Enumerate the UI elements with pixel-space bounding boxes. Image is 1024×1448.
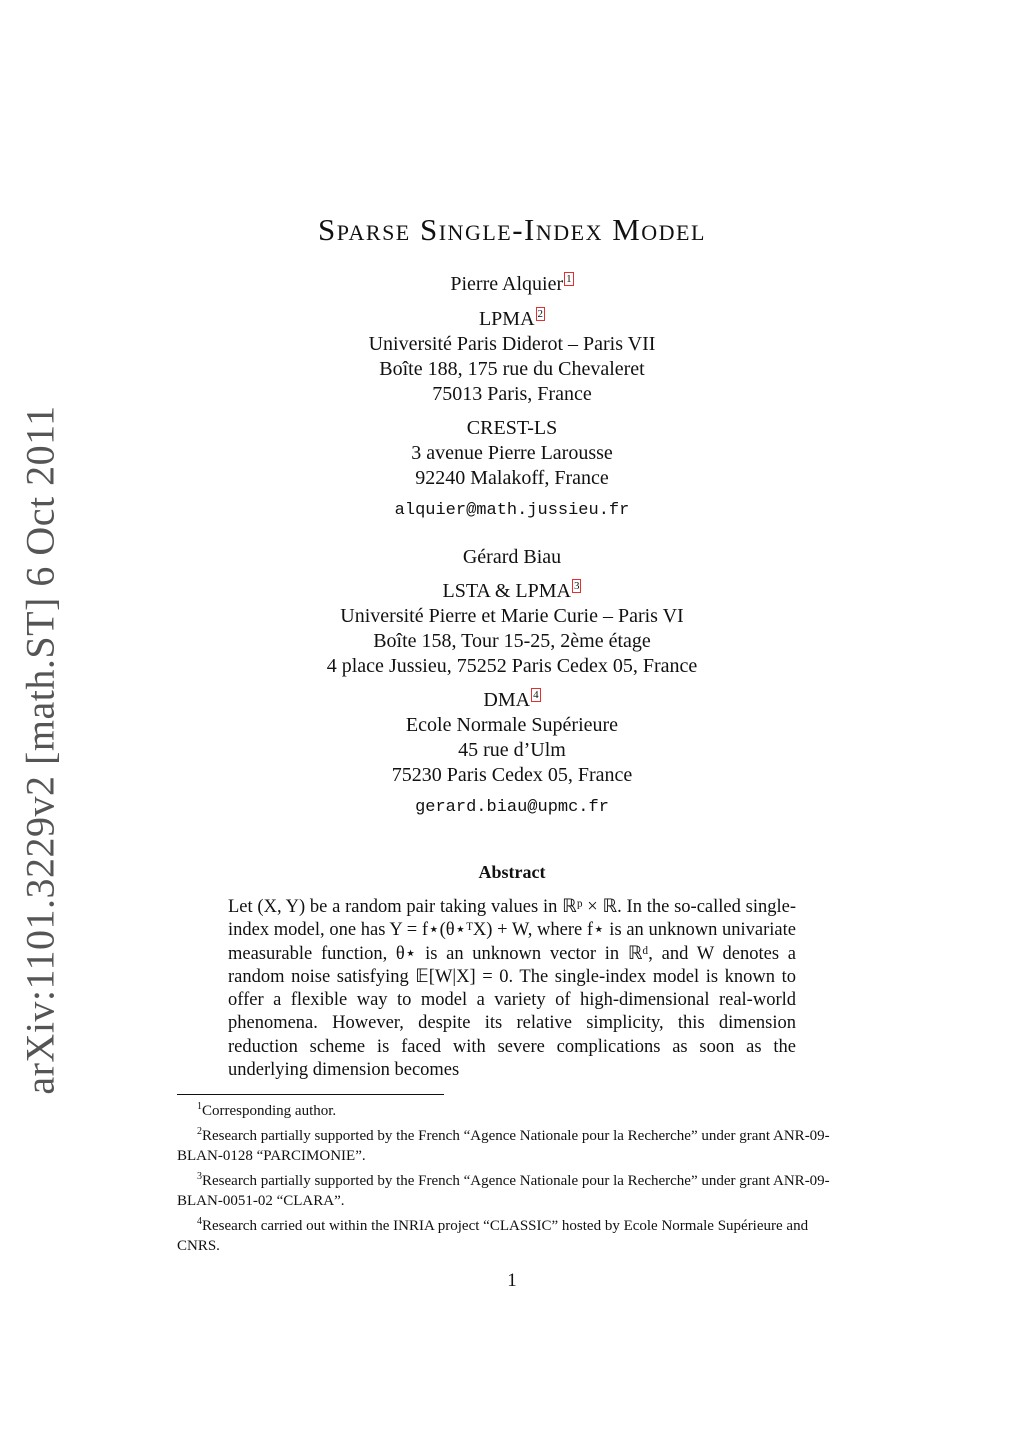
arxiv-identifier: arXiv:1101.3229v2 [math.ST] 6 Oct 2011 [17,405,63,1095]
footnotes [177,1097,847,1257]
footnote-link-1[interactable]: 1 [566,273,572,286]
footnote [177,1097,847,1122]
address-line: 75013 Paris, France [432,383,592,405]
address-line: Boîte 188, 175 rue du Chevaleret [379,358,645,380]
footnote-link-3[interactable]: 3 [573,580,580,593]
abstract-text: Let (X, Y) be a random pair taking values in ℝᵖ × ℝ. In the so-called single-index model, one has Y = f⋆(θ⋆ᵀX) + W, where f⋆ is an unknown univariate measurable function, θ⋆ is an unknown vector in ℝᵈ, and W denotes a random noise satisfying 𝔼[W|X] = 0. The single-index model is known to offer a flexible way to model a variety of high-dimensional real-world phenomena. However, despite its relative simplicity, this dimension reduction scheme is faced with severe complications as soon as the underlying dimension becomes [228,897,796,1081]
author-2-name: Gérard Biau [462,546,562,568]
author-1-affiliation-2 [0,416,1024,491]
author-2-email[interactable]: gerard.biau@upmc.fr [415,798,609,817]
footnote-mark: 4 [197,1215,202,1227]
footnote-mark: 2 [197,1125,202,1137]
footnote [177,1122,847,1167]
footnote-mark: 1 [197,1101,202,1112]
address-line: 75230 Paris Cedex 05, France [391,764,633,786]
footnote-rule [177,1094,444,1095]
address-line: Ecole Normale Supérieure [405,714,619,736]
author-1-email[interactable]: alquier@math.jussieu.fr [394,501,630,520]
address-line: 92240 Malakoff, France [415,467,609,489]
author-1-affiliation-1 [0,307,1024,407]
author-1-email-block [0,498,1024,523]
author-2-email-block [0,795,1024,820]
address-line: Université Pierre et Marie Curie – Paris VI [340,605,684,627]
footnote-text: Research partially supported by the French “Agence Nationale pour la Recherche” under grant ANR-09-BLAN-0128 “PARCIMONIE”. [177,1127,830,1164]
footnote [177,1167,847,1212]
address-line: 3 avenue Pierre Larousse [411,442,613,464]
footnote-link-2[interactable]: 2 [537,308,544,321]
address-line: 4 place Jussieu, 75252 Paris Cedex 05, France [326,655,698,677]
footnote-link-4[interactable]: 4 [533,689,539,702]
address-line: Boîte 158, Tour 15-25, 2ème étage [373,630,651,652]
affiliation-dma-name: DMA [483,689,531,711]
footnote [177,1212,847,1257]
footnote-text: Research partially supported by the French “Agence Nationale pour la Recherche” under grant ANR-09-BLAN-0051-02 “CLARA”. [177,1172,830,1209]
author-2-affiliation-1 [0,579,1024,679]
author-2-block [0,545,1024,570]
affiliation-crest: CREST-LS [466,417,558,439]
paper-title: Sparse Single-Index Model [318,212,706,247]
author-2-affiliation-2 [0,688,1024,788]
address-line: Université Paris Diderot – Paris VII [368,333,656,355]
affiliation-dma [0,688,1024,713]
author-1-name [0,272,1024,297]
author-1-block [0,272,1024,297]
footnote-text: Corresponding author. [202,1103,337,1119]
affiliation-lpma [0,307,1024,332]
footnote-text: Research carried out within the INRIA project “CLASSIC” hosted by Ecole Normale Supérieure and CNRS. [177,1217,809,1254]
author-1-name-text: Pierre Alquier [450,273,564,295]
affiliation-lsta [0,579,1024,604]
affiliation-lsta-name: LSTA & LPMA [442,580,571,602]
footnote-mark: 3 [197,1170,202,1182]
affiliation-lpma-name: LPMA [478,308,535,330]
page-number: 1 [507,1270,517,1291]
address-line: 45 rue d’Ulm [458,739,566,761]
abstract-heading: Abstract [478,862,546,882]
